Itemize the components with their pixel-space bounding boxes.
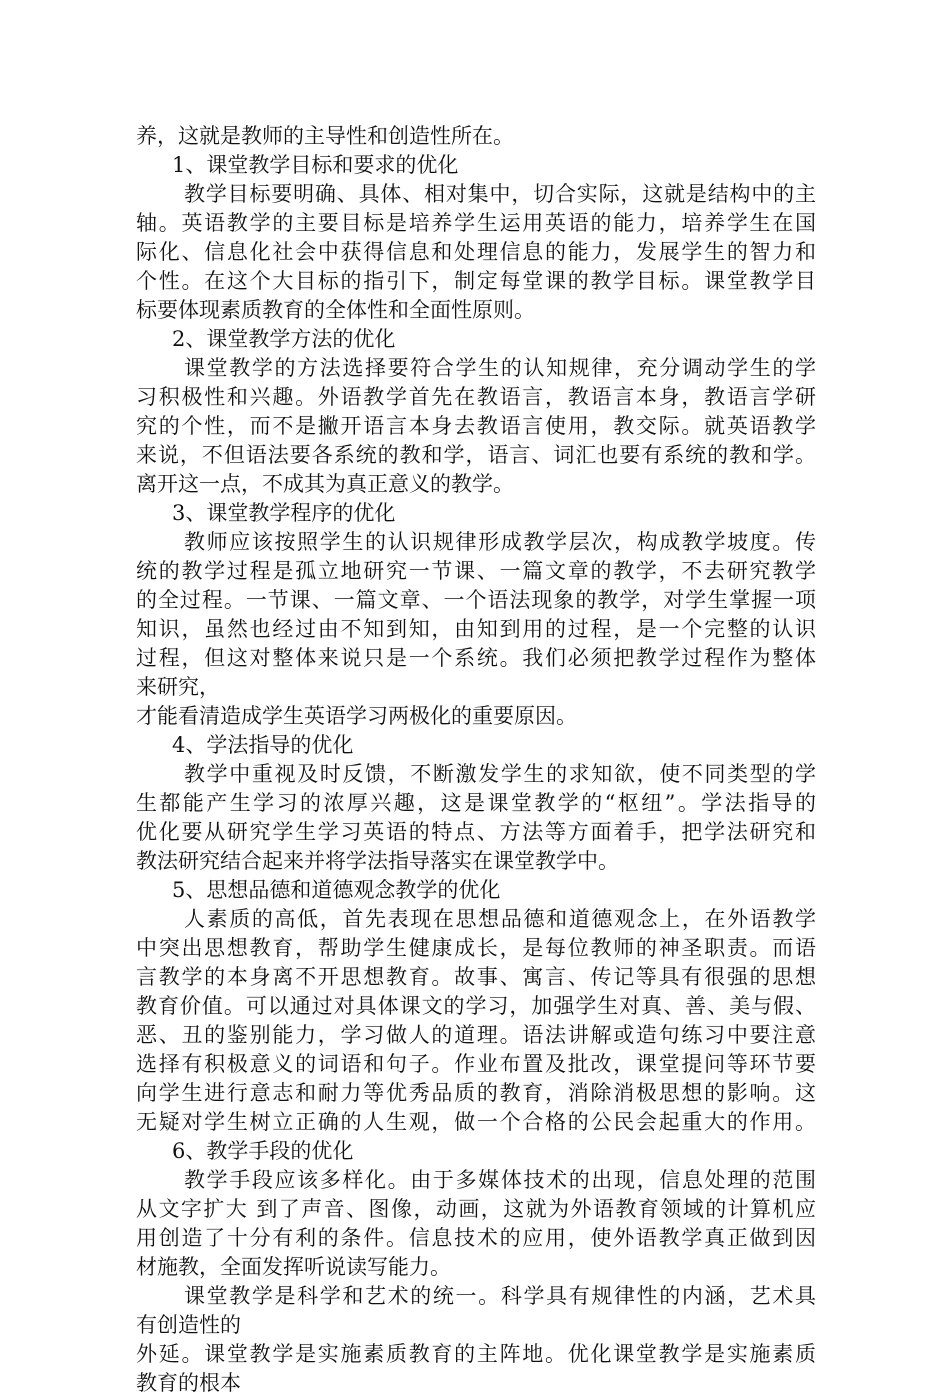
text-line: 材施教，全面发挥听说读写能力。 (136, 1255, 451, 1279)
text-line: 人素质的高低，首先表现在思想品德和道德观念上，在外语教学 (184, 907, 816, 931)
text-line: 来说，不但语法要各系统的教和学，语言、词汇也要有系统的教和学。 (136, 443, 816, 467)
section-heading: 5、思想品德和道德观念教学的优化 (172, 878, 501, 902)
text-line: 中突出思想教育，帮助学生健康成长，是每位教师的神圣职责。而语 (136, 936, 816, 960)
text-line: 教学手段应该多样化。由于多媒体技术的出现，信息处理的范围 (184, 1168, 816, 1192)
text-line: 教育价值。可以通过对具体课文的学习，加强学生对真、善、美与假、 (136, 994, 816, 1018)
text-line: 教师应该按照学生的认识规律形成教学层次，构成教学坡度。传 (184, 530, 816, 554)
text-line: 课堂教学的方法选择要符合学生的认知规律，充分调动学生的学 (184, 356, 816, 380)
text-line: 教学目标要明确、具体、相对集中，切合实际，这就是结构中的主 (184, 182, 816, 206)
document-body (136, 122, 816, 1398)
section-heading: 2、课堂教学方法的优化 (172, 327, 396, 351)
text-line: 用创造了十分有利的条件。信息技术的应用，使外语教学真正做到因 (136, 1226, 816, 1250)
text-line: 向学生进行意志和耐力等优秀品质的教育，消除消极思想的影响。这 (136, 1081, 816, 1105)
section-heading: 1、课堂教学目标和要求的优化 (172, 153, 459, 177)
text-line: 优化要从研究学生学习英语的特点、方法等方面着手，把学法研究和 (136, 820, 816, 844)
text-line: 究的个性，而不是撇开语言本身去教语言使用，教交际。就英语教学 (136, 414, 816, 438)
text-line: 来研究， (136, 675, 220, 699)
text-line: 统的教学过程是孤立地研究一节课、一篇文章的教学，不去研究教学 (136, 559, 816, 583)
text-line: 教育的根本 (136, 1371, 241, 1395)
section-heading: 4、学法指导的优化 (172, 733, 354, 757)
text-line: 过程，但这对整体来说只是一个系统。我们必须把教学过程作为整体 (136, 646, 816, 670)
text-line: 的全过程。一节课、一篇文章、一个语法现象的教学，对学生掌握一项 (136, 588, 816, 612)
text-line: 言教学的本身离不开思想教育。故事、寓言、传记等具有很强的思想 (136, 965, 816, 989)
text-line: 养，这就是教师的主导性和创造性所在。 (136, 124, 514, 148)
text-line: 课堂教学是科学和艺术的统一。科学具有规律性的内涵，艺术具 (184, 1284, 816, 1308)
section-heading: 3、课堂教学程序的优化 (172, 501, 396, 525)
text-line: 知识，虽然也经过由不知到知，由知到用的过程，是一个完整的认识 (136, 617, 816, 641)
text-line: 生都能产生学习的浓厚兴趣，这是课堂教学的“枢纽”。学法指导的 (136, 791, 816, 815)
text-line: 无疑对学生树立正确的人生观，做一个合格的公民会起重大的作用。 (136, 1110, 816, 1134)
text-line: 才能看清造成学生英语学习两极化的重要原因。 (136, 704, 577, 728)
text-line: 轴。英语教学的主要目标是培养学生运用英语的能力，培养学生在国 (136, 211, 816, 235)
text-line: 个性。在这个大目标的指引下，制定每堂课的教学目标。课堂教学目 (136, 269, 816, 293)
text-line: 选择有积极意义的词语和句子。作业布置及批改，课堂提问等环节要 (136, 1052, 816, 1076)
text-line: 有创造性的 (136, 1313, 241, 1337)
section-heading: 6、教学手段的优化 (172, 1139, 354, 1163)
text-line: 教学中重视及时反馈，不断激发学生的求知欲，使不同类型的学 (184, 762, 816, 786)
text-line: 离开这一点，不成其为真正意义的教学。 (136, 472, 514, 496)
text-line: 际化、信息化社会中获得信息和处理信息的能力，发展学生的智力和 (136, 240, 816, 264)
text-line: 习积极性和兴趣。外语教学首先在教语言，教语言本身，教语言学研 (136, 385, 816, 409)
text-line: 标要体现素质教育的全体性和全面性原则。 (136, 298, 535, 322)
text-line: 从文字扩大 到了声音、图像，动画，这就为外语教育领域的计算机应 (136, 1197, 816, 1221)
text-line: 恶、丑的鉴别能力，学习做人的道理。语法讲解或造句练习中要注意 (136, 1023, 816, 1047)
text-line: 外延。课堂教学是实施素质教育的主阵地。优化课堂教学是实施素质 (136, 1342, 816, 1366)
text-line: 教法研究结合起来并将学法指导落实在课堂教学中。 (136, 849, 619, 873)
